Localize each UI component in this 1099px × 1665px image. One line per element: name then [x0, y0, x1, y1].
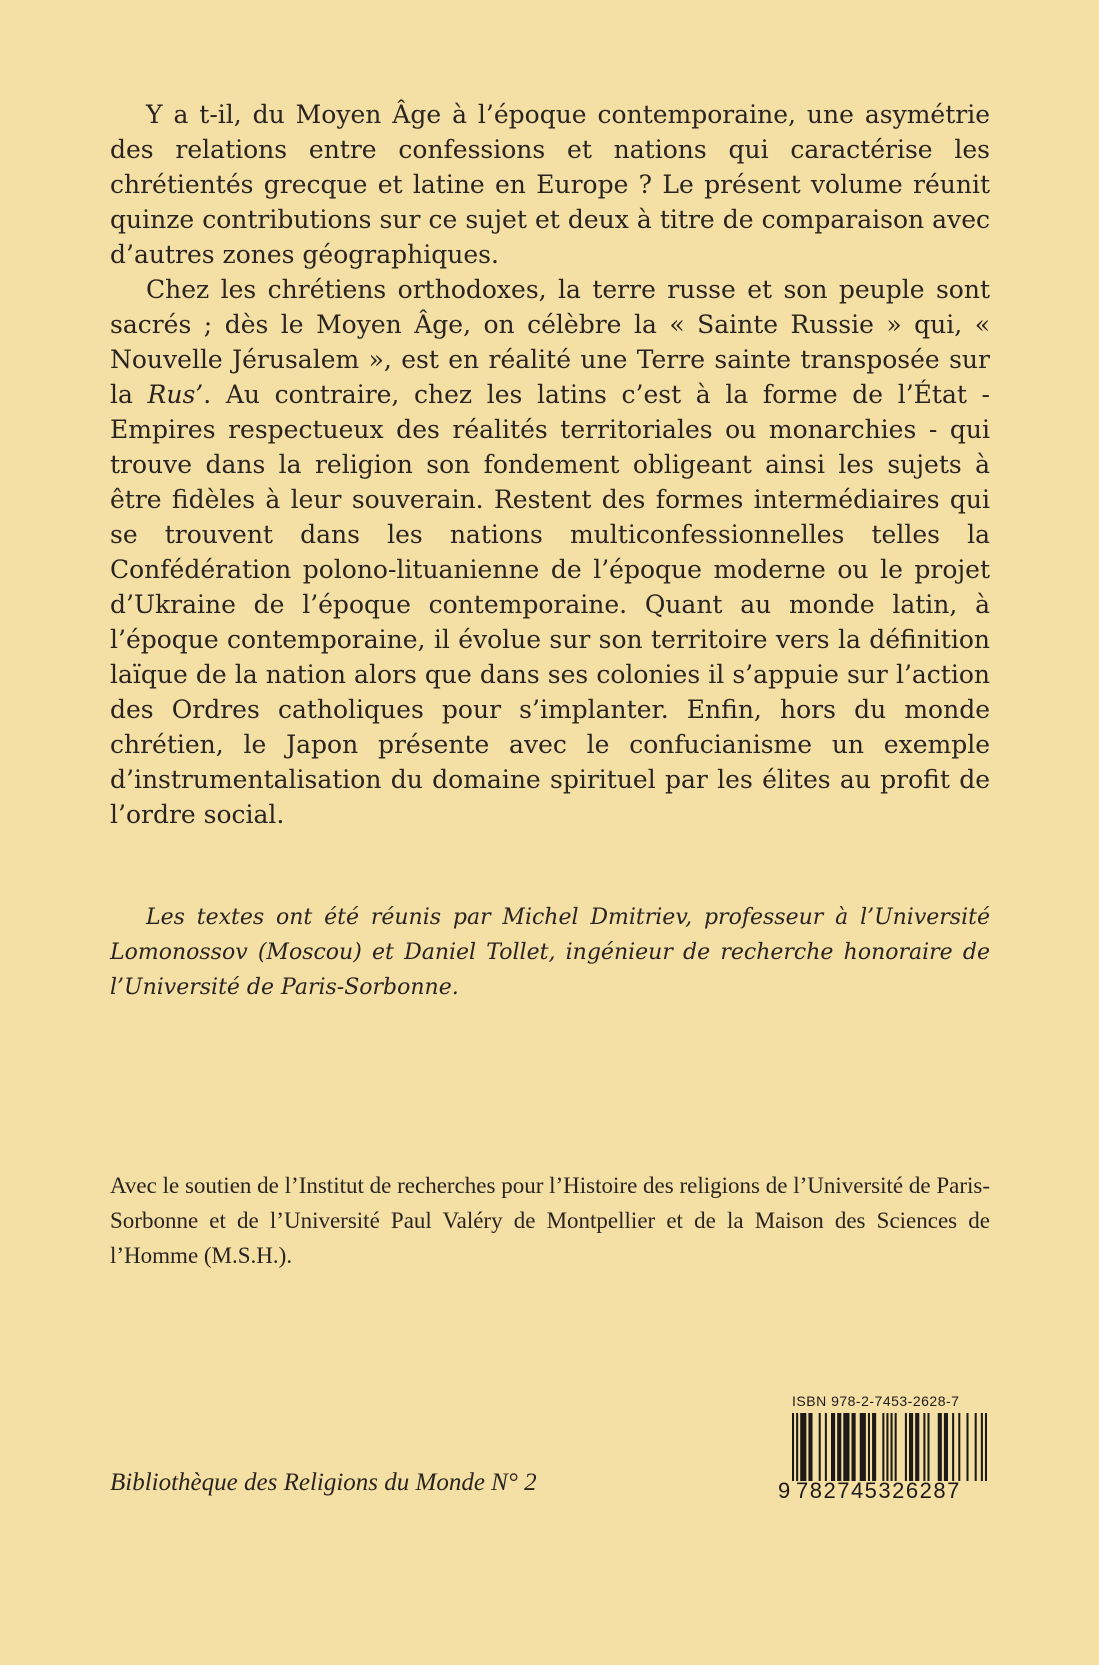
- barcode-bar: [837, 1413, 841, 1481]
- rus-italic: Rus’: [147, 380, 204, 409]
- abstract-paragraph-2: [110, 272, 990, 832]
- barcode-bar: [915, 1413, 919, 1481]
- barcode-bar: [895, 1413, 897, 1481]
- series-title: Bibliothèque des Religions du Monde N° 2: [110, 1469, 537, 1496]
- abstract: [110, 97, 990, 832]
- barcode-bar: [800, 1413, 806, 1481]
- barcode-bar: [792, 1413, 794, 1481]
- barcode-bar: [872, 1413, 876, 1481]
- barcode-bar: [843, 1413, 849, 1481]
- barcode-bar: [923, 1413, 925, 1481]
- barcode-bar: [958, 1413, 960, 1481]
- barcode-bar: [905, 1413, 907, 1481]
- barcode-bar: [860, 1413, 866, 1481]
- ean-remaining-digits: 782745326287: [796, 1478, 961, 1503]
- barcode-bar: [868, 1413, 870, 1481]
- barcode-bar: [808, 1413, 812, 1481]
- barcode-bar: [952, 1413, 954, 1481]
- isbn-label: ISBN 978-2-7453-2628-7: [792, 1393, 960, 1409]
- abstract-paragraph-2-end: . Au contraire, chez les latins c’est à la forme de l’État - Empires respectueux des réalités territoriales ou monarchies - qui trouve dans la religion son fondement obligeant ainsi les sujets à être fidèles à leur souverain. Restent des formes intermédiaires qui se trouvent dans les nations multiconfessionnelles telles la Confédération polono-lituanienne de l’époque moderne ou le projet d’Ukraine de l’époque contemporaine. Quant au monde latin, à l’époque contemporaine, il évolue sur son territoire vers la définition laïque de la nation alors que dans ses colonies il s’appuie sur l’action des Ordres catholiques pour s’implanter. Enfin, hors du monde chrétien, le Japon présente avec le confucianisme un exemple d’instrumentalisation du domaine spirituel par les élites au profit de l’ordre social.: [110, 380, 990, 829]
- barcode-bar: [852, 1413, 856, 1481]
- barcode-bar: [927, 1413, 929, 1481]
- ean-digits: [778, 1479, 990, 1503]
- barcode-bar: [882, 1413, 884, 1481]
- abstract-paragraph-1: Y a t-il, du Moyen Âge à l’époque contemporaine, une asymétrie des relations entre confessions et nations qui caractérise les chrétientés grecque et latine en Europe ? Le présent volume réunit quinze contributions sur ce sujet et deux à titre de comparaison avec d’autres zones géographiques.: [110, 100, 990, 269]
- barcode-bar: [985, 1413, 987, 1481]
- ean-first-digit: 9: [778, 1478, 792, 1503]
- barcode-bar: [975, 1413, 977, 1481]
- barcode-bar: [966, 1413, 968, 1481]
- barcode-bar: [891, 1413, 893, 1481]
- barcode-bar: [831, 1413, 835, 1481]
- barcode-bars: [792, 1413, 987, 1481]
- barcode-bar: [819, 1413, 821, 1481]
- barcode-bar: [796, 1413, 798, 1481]
- barcode-bar: [981, 1413, 983, 1481]
- barcode-bar: [909, 1413, 913, 1481]
- barcode-bar: [825, 1413, 827, 1481]
- editors-credit: Les textes ont été réunis par Michel Dmitriev, professeur à l’Université Lomonossov (Moscou) et Daniel Tollet, ingénieur de recherche honoraire de l’Université de Paris-Sorbonne.: [110, 905, 990, 1000]
- support-notice: Avec le soutien de l’Institut de recherches pour l’Histoire des religions de l’Université de Paris-Sorbonne et de l’Université Paul Valéry de Montpellier et de la Maison des Sciences de l’Homme (M.S.H.).: [110, 1173, 990, 1268]
- barcode-bar: [944, 1413, 948, 1481]
- isbn-barcode: [778, 1393, 990, 1503]
- barcode-bar: [886, 1413, 888, 1481]
- abstract-paragraph-2-start: Chez les chrétiens orthodoxes, la terre russe et son peuple sont sacrés ; dès le Moyen Âge, on célèbre la « Sainte Russie » qui, « Nouvelle Jérusalem », est en réalité une Terre sainte transposée sur la: [110, 275, 990, 409]
- barcode-bar: [938, 1413, 942, 1481]
